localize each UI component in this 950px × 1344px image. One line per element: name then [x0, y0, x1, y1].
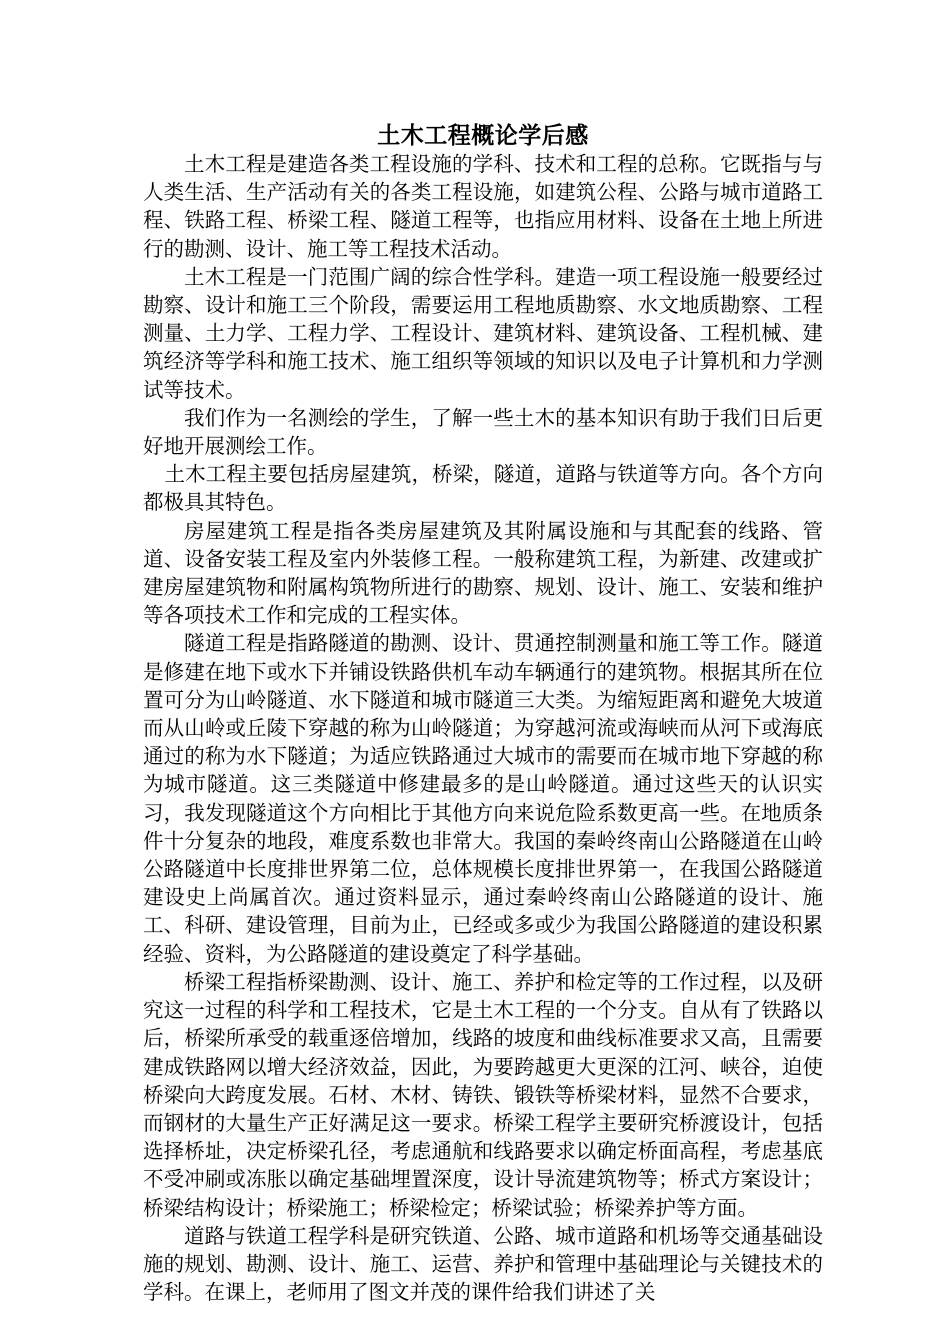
paragraph-scope: 土木工程是一门范围广阔的综合性学科。建造一项工程设施一般要经过勘察、设计和施工三个阶段，需要运用工程地质勘察、水文地质勘察、工程测量、土力学、工程力学、工程设计、建筑材料、建筑设备、工程机械、建筑经济等学科和施工技术、施工组织等领域的知识以及电子计算机和力学测试等技术。 — [143, 264, 823, 402]
paragraph-intro-definition: 土木工程是建造各类工程设施的学科、技术和工程的总称。它既指与与人类生活、生产活动有关的各类工程设施，如建筑公程、公路与城市道路工程、铁路工程、桥梁工程、隧道工程等，也指应用材料、设备在土地上所进行的勘测、设计、施工等工程技术活动。 — [143, 152, 823, 261]
paragraph-surveying-student: 我们作为一名测绘的学生，了解一些土木的基本知识有助于我们日后更好地开展测绘工作。 — [143, 405, 823, 459]
paragraph-building-engineering: 房屋建筑工程是指各类房屋建筑及其附属设施和与其配套的线路、管道、设备安装工程及室内外装修工程。一般称建筑工程，为新建、改建或扩建房屋建筑物和附属构筑物所进行的勘察、规划、设计、施工、安装和维护等各项技术工作和完成的工程实体。 — [143, 518, 823, 628]
paragraph-tunnel-engineering: 隧道工程是指路隧道的勘测、设计、贯通控制测量和施工等工作。隧道是修建在地下或水下并铺设铁路供机车动车辆通行的建筑物。根据其所在位置可分为山岭隧道、水下隧道和城市隧道三大类。为缩短距离和避免大坡道而从山岭或丘陵下穿越的称为山岭隧道；为穿越河流或海峡而从河下或海底通过的称为水下隧道；为适应铁路通过大城市的需要而在城市地下穿越的称为城市隧道。这三类隧道中修建最多的是山岭隧道。通过这些天的认识实习，我发现隧道这个方向相比于其他方向来说危险系数更高一些。在地质条件十分复杂的地段，难度系数也非常大。我国的秦岭终南山公路隧道在山岭公路隧道中长度排世界第二位，总体规模长度排世界第一，在我国公路隧道建设史上尚属首次。通过资料显示，通过秦岭终南山公路隧道的设计、施工、科研、建设管理，目前为止，已经或多或少为我国公路隧道的建设积累经验、资料，为公路隧道的建设奠定了科学基础。 — [143, 631, 823, 966]
paragraph-road-railway-engineering: 道路与铁道工程学科是研究铁道、公路、城市道路和机场等交通基础设施的规划、勘测、设计、施工、运营、养护和管理中基础理论与关键技术的学科。在课上，老师用了图文并茂的课件给我们讲述了关 — [143, 1223, 823, 1305]
document-page — [143, 122, 823, 1306]
document-title: 土木工程概论学后感 — [377, 122, 589, 149]
paragraph-directions: 土木工程主要包括房屋建筑，桥梁，隧道，道路与铁道等方向。各个方向都极具其特色。 — [143, 462, 823, 515]
paragraph-bridge-engineering: 桥梁工程指桥梁勘测、设计、施工、养护和检定等的工作过程，以及研究这一过程的科学和工程技术，它是土木工程的一个分支。自从有了铁路以后，桥梁所承受的载重逐倍增加，线路的坡度和曲线标准要求又高，且需要建成铁路网以增大经济效益，因此，为要跨越更大更深的江河、峡谷，迫使桥梁向大跨度发展。石材、木材、铸铁、锻铁等桥梁材料，显然不合要求，而钢材的大量生产正好满足这一要求。桥梁工程学主要研究桥渡设计，包括选择桥址，决定桥梁孔径，考虑通航和线路要求以确定桥面高程，考虑基底不受冲刷或冻胀以确定基础埋置深度，设计导流建筑物等；桥式方案设计；桥梁结构设计；桥梁施工；桥梁检定；桥梁试验；桥梁养护等方面。 — [143, 969, 823, 1220]
